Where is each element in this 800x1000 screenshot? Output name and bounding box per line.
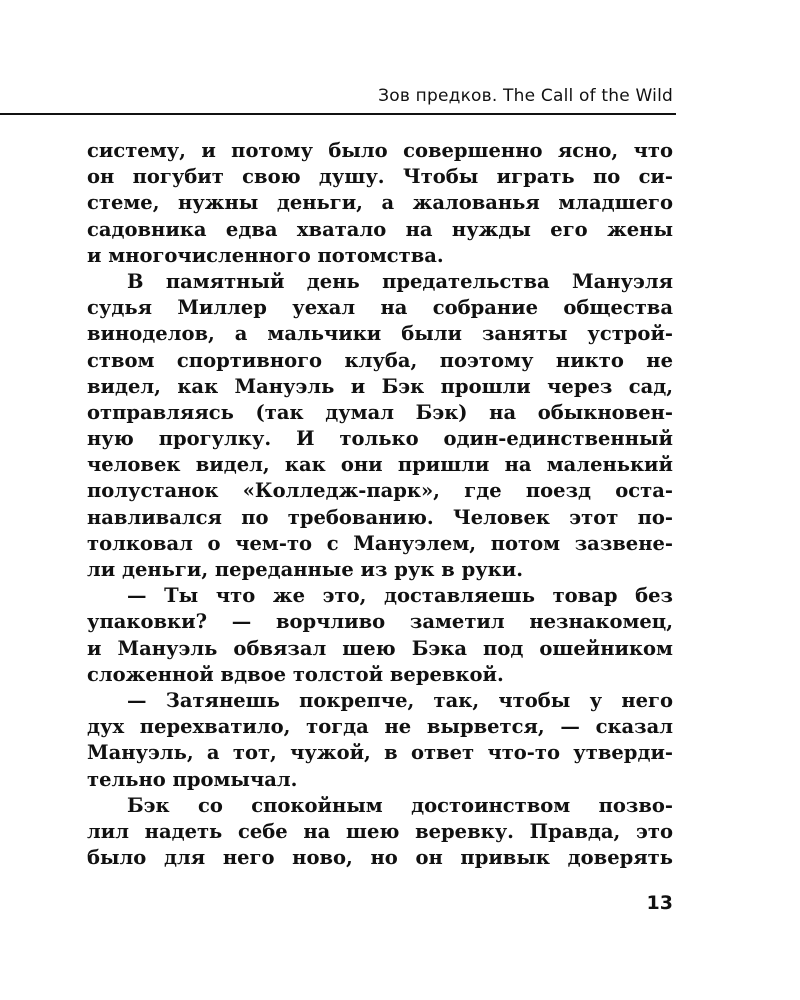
text-line: лил надеть себе на шею веревку. Правда, это — [87, 819, 673, 843]
text-line: и Мануэль обвязал шею Бэка под ошейником — [87, 636, 673, 660]
text-line: отправляясь (так думал Бэк) на обыкновен- — [87, 400, 673, 424]
text-line: В памятный день предательства Мануэля — [127, 269, 673, 293]
text-line: стеме, нужны деньги, а жалованья младшего — [87, 191, 673, 215]
text-line: было для него ново, но он привык доверять — [87, 846, 673, 870]
page-number: 13 — [646, 892, 673, 914]
text-line: он погубит свою душу. Чтобы играть по си- — [87, 165, 673, 189]
text-line: дух перехватило, тогда не вырвется, — сказал — [87, 715, 673, 739]
text-line: садовника едва хватало на нужды его жены — [87, 217, 673, 241]
running-title: Зов предков. The Call of the Wild — [378, 86, 673, 106]
text-line: человек видел, как они пришли на маленький — [87, 453, 673, 477]
text-line: — Затянешь покрепче, так, чтобы у него — [127, 688, 673, 712]
text-line: сложенной вдвое толстой веревкой. — [87, 662, 504, 686]
text-line: видел, как Мануэль и Бэк прошли через сад, — [87, 374, 673, 398]
text-line: виноделов, а мальчики были заняты устрой- — [87, 322, 673, 346]
text-line: систему, и потому было совершенно ясно, что — [87, 139, 673, 162]
body-text — [87, 138, 673, 871]
text-line: навливался по требованию. Человек этот по- — [87, 505, 673, 529]
text-line: и многочисленного потомства. — [87, 243, 444, 267]
text-line: — Ты что же это, доставляешь товар без — [127, 584, 673, 608]
text-line: судья Миллер уехал на собрание общества — [87, 296, 673, 320]
text-line: тельно промычал. — [87, 767, 298, 791]
text-line: Бэк со спокойным достоинством позво- — [127, 793, 673, 817]
text-line: Мануэль, а тот, чужой, в ответ что-то утверди- — [87, 741, 673, 765]
text-line: полустанок «Колледж-парк», где поезд оста- — [87, 479, 673, 503]
text-line: ством спортивного клуба, поэтому никто не — [87, 348, 673, 372]
text-line: ли деньги, переданные из рук в руки. — [87, 558, 524, 581]
text-line: толковал о чем-то с Мануэлем, потом зазвене- — [87, 531, 673, 555]
text-line: упаковки? — ворчливо заметил незнакомец, — [87, 610, 673, 634]
text-line: ную прогулку. И только один-единственный — [87, 427, 673, 451]
header-rule — [0, 113, 676, 115]
